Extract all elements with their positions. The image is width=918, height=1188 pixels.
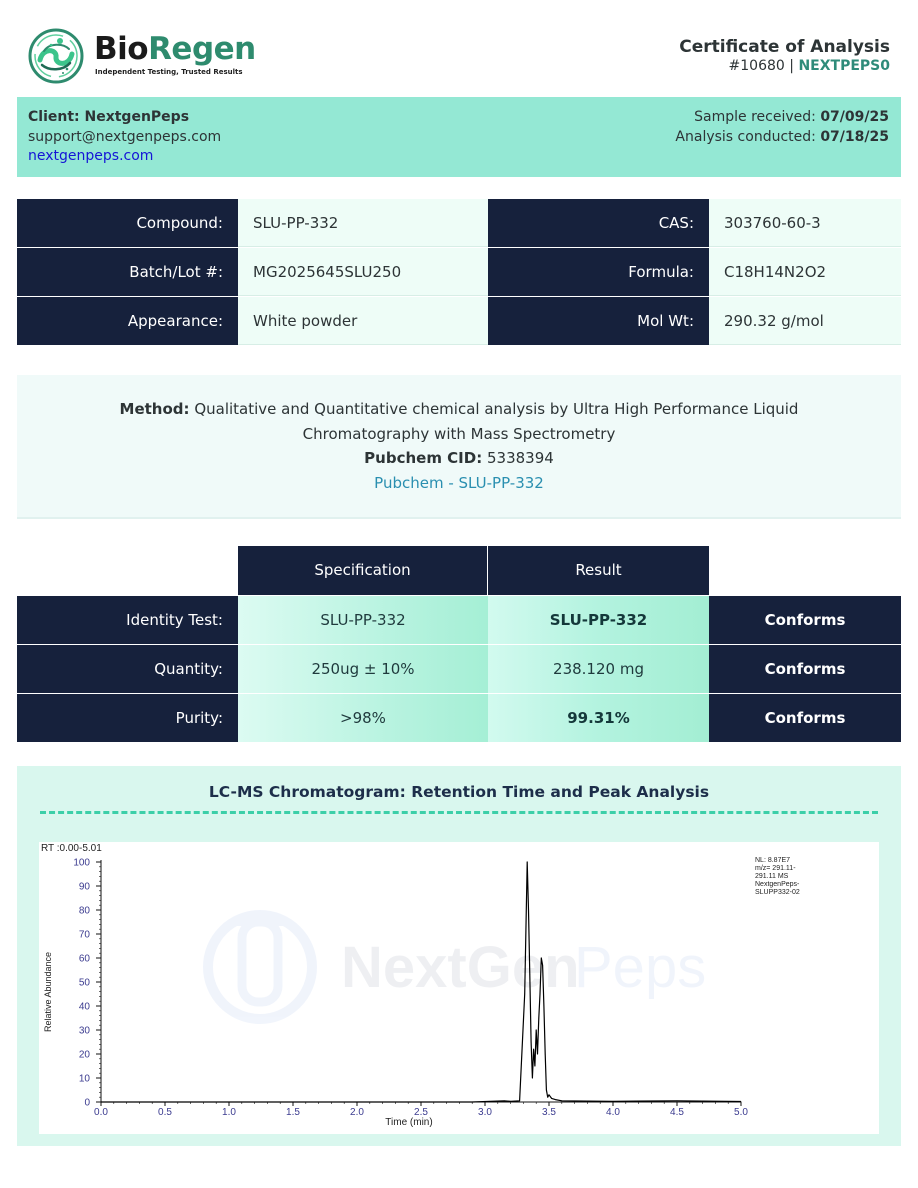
analysis-conducted: Analysis conducted: 07/18/25 <box>675 128 889 145</box>
watermark <box>208 915 706 1019</box>
data-point <box>555 1099 556 1100</box>
data-point <box>510 1101 511 1102</box>
method-label: Method: <box>119 400 190 418</box>
data-point <box>561 1100 562 1101</box>
result-header: Result <box>488 546 709 595</box>
data-point <box>546 1090 547 1091</box>
method-text-continued: Chromatography with Mass Spectrometry <box>302 424 616 443</box>
x-tick-label: 4.5 <box>670 1107 684 1118</box>
data-point <box>741 1101 742 1102</box>
test-label: Quantity: <box>17 645 238 693</box>
logo-wordmark: BioRegen <box>94 31 256 67</box>
info-label: Appearance: <box>17 297 238 345</box>
annotation-line: SLUPP332-02 <box>755 889 800 896</box>
info-label: Mol Wt: <box>488 297 709 345</box>
data-point <box>542 965 543 966</box>
status-badge: Conforms <box>709 694 901 742</box>
pubchem-cid-line <box>17 446 901 471</box>
data-point <box>677 1100 678 1101</box>
data-point <box>531 1042 532 1043</box>
chromatogram-chart <box>39 842 879 1134</box>
y-tick-label: 90 <box>78 881 90 893</box>
data-point <box>535 1066 536 1067</box>
status-badge: Conforms <box>709 645 901 693</box>
data-point <box>529 974 530 975</box>
annotation-line: 291.11 MS <box>755 873 789 880</box>
chromatogram-title: LC-MS Chromatogram: Retention Time and Peak Analysis <box>208 783 710 801</box>
data-point <box>551 1098 552 1099</box>
watermark-text-light: Peps <box>574 935 707 1000</box>
data-point <box>101 1102 102 1103</box>
result-cell: 99.31% <box>488 694 709 742</box>
client-name-line: Client: NextgenPeps <box>28 109 190 125</box>
biorege-logo <box>27 27 257 85</box>
certificate-number: #10680 <box>728 58 785 74</box>
sample-received-date: 07/09/25 <box>820 109 889 125</box>
certificate-block <box>679 37 890 75</box>
info-label: CAS: <box>488 199 709 247</box>
data-point <box>527 862 528 863</box>
annotation-line: NL: 8.87E7 <box>755 857 791 864</box>
y-tick-label: 100 <box>73 857 90 869</box>
data-point <box>547 1097 548 1098</box>
dashed-divider <box>40 811 878 814</box>
y-tick-label: 0 <box>84 1097 90 1109</box>
results-row <box>17 694 901 743</box>
x-axis-label: Time (min) <box>385 1117 433 1128</box>
pubchem-link[interactable]: Pubchem - SLU-PP-332 <box>374 473 544 492</box>
certificate-title: Certificate of Analysis <box>679 37 890 57</box>
chart-annotation <box>755 857 800 896</box>
info-label: Compound: <box>17 199 238 247</box>
x-tick-label: 0.0 <box>94 1107 108 1118</box>
y-tick-label: 30 <box>78 1025 90 1037</box>
info-value: 290.32 g/mol <box>709 297 901 345</box>
data-point <box>549 1094 550 1095</box>
data-point <box>541 958 542 959</box>
y-tick-label: 80 <box>78 905 90 917</box>
client-email: support@nextgenpeps.com <box>28 128 222 145</box>
info-value: SLU-PP-332 <box>238 199 488 247</box>
x-tick-label: 2.0 <box>350 1107 364 1118</box>
data-point <box>532 1078 533 1079</box>
specification-cell: 250ug ± 10% <box>238 645 488 693</box>
info-row <box>17 199 901 248</box>
info-value: C18H14N2O2 <box>709 248 901 296</box>
data-point <box>533 1049 534 1050</box>
y-tick-label: 70 <box>78 929 90 941</box>
data-point <box>528 910 529 911</box>
test-label: Identity Test: <box>17 596 238 644</box>
specification-cell: SLU-PP-332 <box>238 596 488 644</box>
chromatogram-plot <box>39 842 879 1134</box>
x-tick-label: 4.0 <box>606 1107 620 1118</box>
annotation-line: NextgenPeps- <box>755 881 800 888</box>
pubchem-cid-label: Pubchem CID: <box>364 449 483 467</box>
method-text: Qualitative and Quantitative chemical analysis by Ultra High Performance Liquid <box>194 400 799 418</box>
logo-tagline: Independent Testing, Trusted Results <box>95 68 243 76</box>
data-point <box>545 1054 546 1055</box>
biorege-logo-icon <box>27 27 85 85</box>
separator: | <box>789 58 794 74</box>
data-point <box>538 1018 539 1019</box>
client-info <box>28 108 221 167</box>
results-row <box>17 645 901 694</box>
info-row <box>17 248 901 297</box>
data-point <box>519 1100 520 1101</box>
data-point <box>504 1100 505 1101</box>
y-tick-label: 10 <box>78 1073 90 1085</box>
x-tick-label: 3.5 <box>542 1107 556 1118</box>
x-tick-label: 1.0 <box>222 1107 236 1118</box>
test-label: Purity: <box>17 694 238 742</box>
data-point <box>540 994 541 995</box>
y-tick-label: 20 <box>78 1049 90 1061</box>
chart-range-title: RT :0.00-5.01 <box>41 843 102 854</box>
status-badge: Conforms <box>709 596 901 644</box>
client-code: NEXTPEPS0 <box>798 58 890 74</box>
info-label: Formula: <box>488 248 709 296</box>
client-website-link[interactable]: nextgenpeps.com <box>28 148 154 164</box>
watermark-text-bold: NextGen <box>341 935 580 1000</box>
annotation-line: m/z= 291.11- <box>755 865 796 872</box>
info-value: White powder <box>238 297 488 345</box>
info-label: Batch/Lot #: <box>17 248 238 296</box>
y-tick-label: 50 <box>78 977 90 989</box>
info-value: MG2025645SLU250 <box>238 248 488 296</box>
result-cell: SLU-PP-332 <box>488 596 709 644</box>
data-point <box>543 1006 544 1007</box>
y-axis-label: Relative Abundance <box>43 951 53 1032</box>
certificate-number-line <box>679 57 890 75</box>
analysis-conducted-date: 07/18/25 <box>820 128 889 145</box>
method-box <box>17 375 901 519</box>
data-point <box>613 1101 614 1102</box>
info-value: 303760-60-3 <box>709 199 901 247</box>
data-point <box>524 994 525 995</box>
results-row <box>17 596 901 645</box>
data-point <box>472 1102 473 1103</box>
x-tick-label: 3.0 <box>478 1107 492 1118</box>
sample-dates <box>675 108 889 147</box>
chromatogram-section <box>17 766 901 1146</box>
method-line <box>17 397 901 422</box>
certificate-header <box>0 0 918 96</box>
x-tick-label: 0.5 <box>158 1107 172 1118</box>
x-tick-label: 5.0 <box>734 1107 748 1118</box>
data-point <box>536 1030 537 1031</box>
x-tick-label: 2.5 <box>414 1107 428 1118</box>
y-tick-label: 60 <box>78 953 90 965</box>
pubchem-cid-value: 5338394 <box>487 449 554 467</box>
info-row <box>17 297 901 346</box>
x-tick-label: 1.5 <box>286 1107 300 1118</box>
result-cell: 238.120 mg <box>488 645 709 693</box>
sample-received: Sample received: 07/09/25 <box>694 109 889 125</box>
data-point <box>537 1054 538 1055</box>
client-name: NextgenPeps <box>84 109 190 125</box>
client-band <box>17 97 901 177</box>
specification-header: Specification <box>238 546 487 595</box>
y-tick-label: 40 <box>78 1001 90 1013</box>
specification-cell: >98% <box>238 694 488 742</box>
